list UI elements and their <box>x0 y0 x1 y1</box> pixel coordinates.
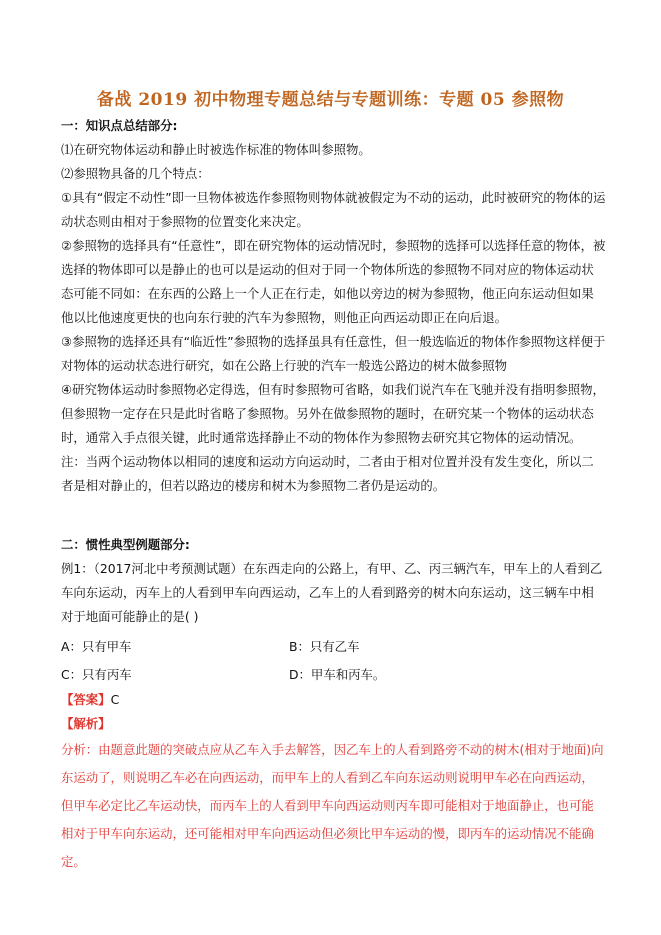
option-a: A：只有甲车 <box>61 639 132 654</box>
example-section <box>61 533 606 629</box>
paragraph-definition: ⑴在研究物体运动和静止时被选作标准的物体叫参照物。 <box>61 142 371 157</box>
example-question: 例1：（2017河北中考预测试题）在东西走向的公路上，有甲、乙、丙三辆汽车，甲车上的人看到乙车向东运动，丙车上的人看到甲车向西运动，乙车上的人看到路旁的树木向东运动，这三辆车中相对于地面可能静止的是( ) <box>61 561 603 624</box>
answer-block <box>61 688 606 876</box>
paragraph-features-intro: ⑵参照物具备的几个特点： <box>61 166 210 181</box>
analysis-label: 【解析】 <box>61 716 111 731</box>
option-c: C：只有丙车 <box>61 667 132 682</box>
knowledge-section <box>61 114 606 498</box>
paragraph-note: 注：当两个运动物体以相同的速度和运动方向运动时，二者由于相对位置并没有发生变化，所以二者是相对静止的，但若以路边的楼房和树木为参照物二者仍是运动的。 <box>61 454 594 493</box>
paragraph-feature-3: ③参照物的选择还具有“临近性”参照物的选择虽具有任意性，但一般选临近的物体作参照物这样便于对物体的运动状态进行研究，如在公路上行驶的汽车一般选公路边的树木做参照物 <box>61 334 606 373</box>
answer-label: 【答案】 <box>61 692 111 707</box>
answer-line <box>61 688 606 712</box>
paragraph-feature-4: ④研究物体运动时参照物必定得选，但有时参照物可省略，如我们说汽车在飞驰并没有指明参照物，但参照物一定存在只是此时省略了参照物。另外在做参照物的题时，在研究某一个物体的运动状态时，通常入手点很关键，此时通常选择静止不动的物体作为参照物去研究其它物体的运动情况。 <box>61 382 605 445</box>
option-b: B：只有乙车 <box>289 639 360 654</box>
analysis-text: 分析：由题意此题的突破点应从乙车入手去解答，因乙车上的人看到路旁不动的树木(相对于地面)向东运动了，则说明乙车必在向西运动，而甲车上的人看到乙车向东运动则说明甲车必在向西运动，但甲车必定比乙车运动快，而丙车上的人看到甲车向西运动则丙车即可能相对于地面静止，也可能相对于甲车向东运动，还可能相对甲车向西运动但必须比甲车运动的慢，即丙车的运动情况不能确定。 <box>61 742 604 869</box>
section-heading-examples: 二：惯性典型例题部分: <box>61 537 190 552</box>
section-heading-knowledge: 一：知识点总结部分: <box>61 118 178 133</box>
answer-value: C <box>110 692 120 707</box>
option-d: D：甲车和丙车。 <box>289 667 386 682</box>
document-title: 备战 2019 初中物理专题总结与专题训练：专题 05 参照物 <box>96 90 565 110</box>
paragraph-feature-2: ②参照物的选择具有“任意性”，即在研究物体的运动情况时，参照物的选择可以选择任意的物体，被选择的物体即可以是静止的也可以是运动的但对于同一个物体所选的参照物不同对应的物体运动状态可能不同如：在东西的公路上一个人正在行走，如他以旁边的树为参照物，他正向东运动但如果他以比他速度更快的也向东行驶的汽车为参照物，则他正向西运动即正在向后退。 <box>61 238 606 325</box>
paragraph-feature-1: ①具有“假定不动性”即一旦物体被选作参照物则物体就被假定为不动的运动，此时被研究的物体的运动状态则由相对于参照物的位置变化来决定。 <box>61 190 606 229</box>
